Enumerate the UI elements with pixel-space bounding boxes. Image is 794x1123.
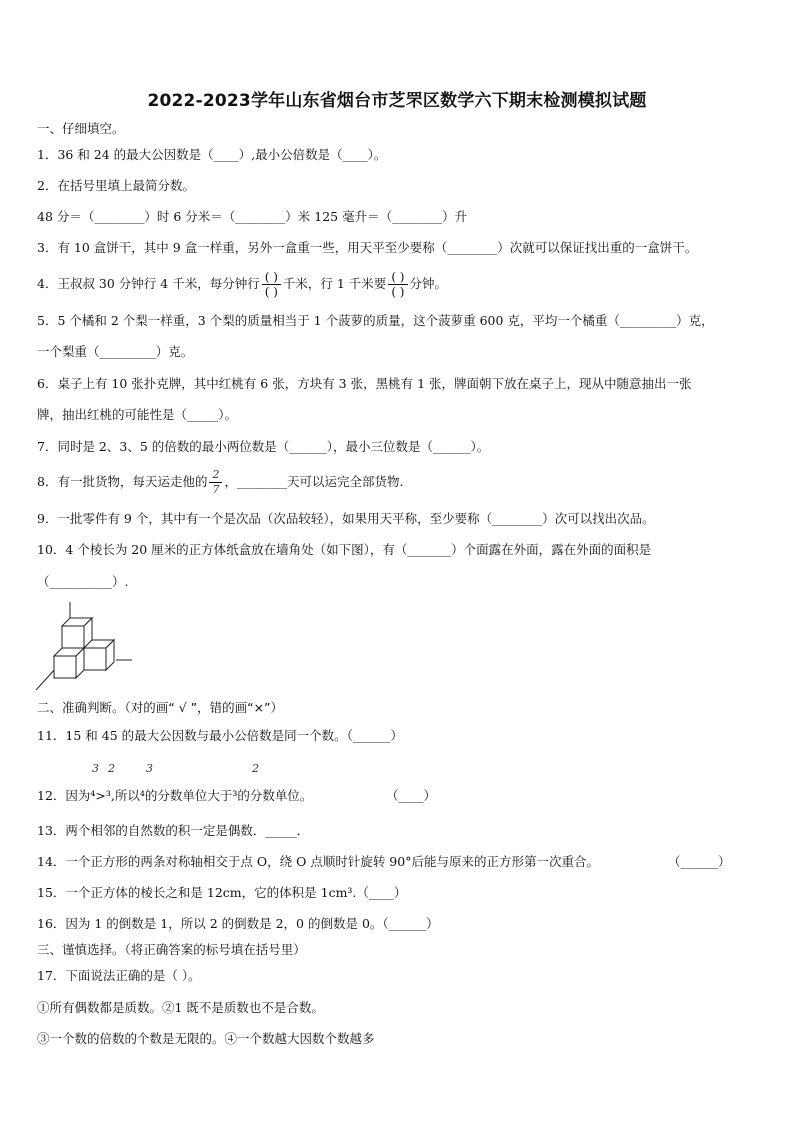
section-1-heading: 一、仔细填空。 (37, 121, 125, 136)
question-2: 2．在括号里填上最简分数。 (37, 178, 195, 193)
section-3-heading: 三、谨慎选择。（将正确答案的标号填在括号里） (37, 942, 306, 957)
fraction-denominator: 7 (212, 483, 220, 496)
question-8-fraction (209, 468, 222, 497)
question-17: 17．下面说法正确的是（ ）。 (37, 968, 201, 983)
question-12: 12．因为⁴>³,所以⁴的分数单位大于³的分数单位。 (37, 788, 313, 803)
question-4 (37, 268, 447, 300)
question-10-line-1: 10．4 个棱长为 20 厘米的正方体纸盒放在墙角处（如下图），有（_______）个面露在外面，露在外面的面积是 (37, 542, 652, 557)
question-5-line-2: 一个梨重（_________）克。 (37, 344, 194, 359)
question-11: 11．15 和 45 的最大公因数与最小公倍数是同一个数。（______） (37, 728, 403, 743)
question-2-items: 48 分＝（________）时 6 分米＝（________）米 125 毫升＝（________）升 (37, 209, 468, 224)
fraction-numerator: ( ) (391, 270, 405, 284)
question-3: 3．有 10 盒饼干，其中 9 盒一样重，另外一盒重一些，用天平至少要称（________）次就可以保证找出重的一盒饼干。 (37, 240, 698, 255)
question-8 (37, 466, 403, 498)
section-2-heading: 二、准确判断。（对的画“ √ ”，错的画“×”） (37, 700, 284, 715)
fraction-numerator: ( ) (264, 270, 278, 284)
question-12-answer-blank: （____） (386, 788, 437, 803)
front-cube-front-face (54, 656, 76, 678)
fraction-denominator: ( ) (264, 285, 278, 299)
question-4-part-c: 分钟。 (409, 276, 448, 291)
question-5-line-1: 5．5 个橘和 2 个梨一样重，3 个梨的质量相当于 1 个菠萝的质量，这个菠萝重 600 克，平均一个橘重（_________）克， (37, 313, 714, 328)
fraction-denominator: ( ) (391, 285, 405, 299)
question-4-part-b: 千米，行 1 千米要 (282, 276, 387, 291)
question-17-options-1: ①所有偶数都是质数。②1 既不是质数也不是合数。 (37, 1000, 324, 1015)
wall-edge-diagonal (36, 668, 56, 690)
question-8-part-b: ，________天可以运完全部货物. (224, 474, 404, 489)
fraction-numerator: 2 (212, 468, 220, 481)
q12-fraction-numerator-1: 3 (92, 762, 99, 775)
question-1: 1．36 和 24 的最大公因数是（____）,最小公倍数是（____）。 (37, 147, 387, 162)
page-title: 2022-2023学年山东省烟台市芝罘区数学六下期末检测模拟试题 (147, 91, 647, 111)
question-6-line-1: 6．桌子上有 10 张扑克牌，其中红桃有 6 张，方块有 3 张，黑桃有 1 张，牌面朝下放在桌子上，现从中随意抽出一张 (37, 376, 692, 391)
question-9: 9．一批零件有 9 个，其中有一个是次品（次品较轻），如果用天平称，至少要称（________）次可以找出次品。 (37, 511, 655, 526)
question-15: 15．一个正方体的棱长之和是 12cm，它的体积是 1cm³.（____） (37, 885, 407, 900)
question-14: 14．一个正方形的两条对称轴相交于点 O，绕 O 点顺时针旋转 90°后能与原来的正方形第一次重合。 (37, 854, 599, 869)
question-4-part-a: 4．王叔叔 30 分钟行 4 千米，每分钟行 (37, 276, 260, 291)
q12-fraction-numerator-2: 2 (108, 762, 115, 775)
q12-fraction-numerator-3: 3 (146, 762, 153, 775)
q12-fraction-numerator-4: 2 (252, 762, 259, 775)
question-13: 13．两个相邻的自然数的积一定是偶数．_____． (37, 823, 310, 838)
question-14-answer-blank: （______） (668, 854, 731, 869)
top-cube-front-face (62, 626, 84, 648)
question-10-line-2: （__________）. (37, 574, 129, 589)
question-6-line-2: 牌，抽出红桃的可能性是（_____）。 (37, 407, 238, 422)
question-4-fraction-1 (262, 270, 281, 299)
question-4-fraction-2 (388, 270, 407, 299)
question-7: 7．同时是 2、3、5 的倍数的最小两位数是（______），最小三位数是（______）。 (37, 439, 490, 454)
question-16: 16．因为 1 的倒数是 1，所以 2 的倒数是 2，0 的倒数是 0。（______） (37, 916, 439, 931)
question-17-options-2: ③一个数的倍数的个数是无限的。④一个数越大因数个数越多 (37, 1031, 375, 1046)
right-cube-front-face (84, 648, 106, 670)
corner-cubes-figure (36, 598, 136, 694)
question-8-part-a: 8．有一批货物，每天运走他的 (37, 474, 208, 489)
